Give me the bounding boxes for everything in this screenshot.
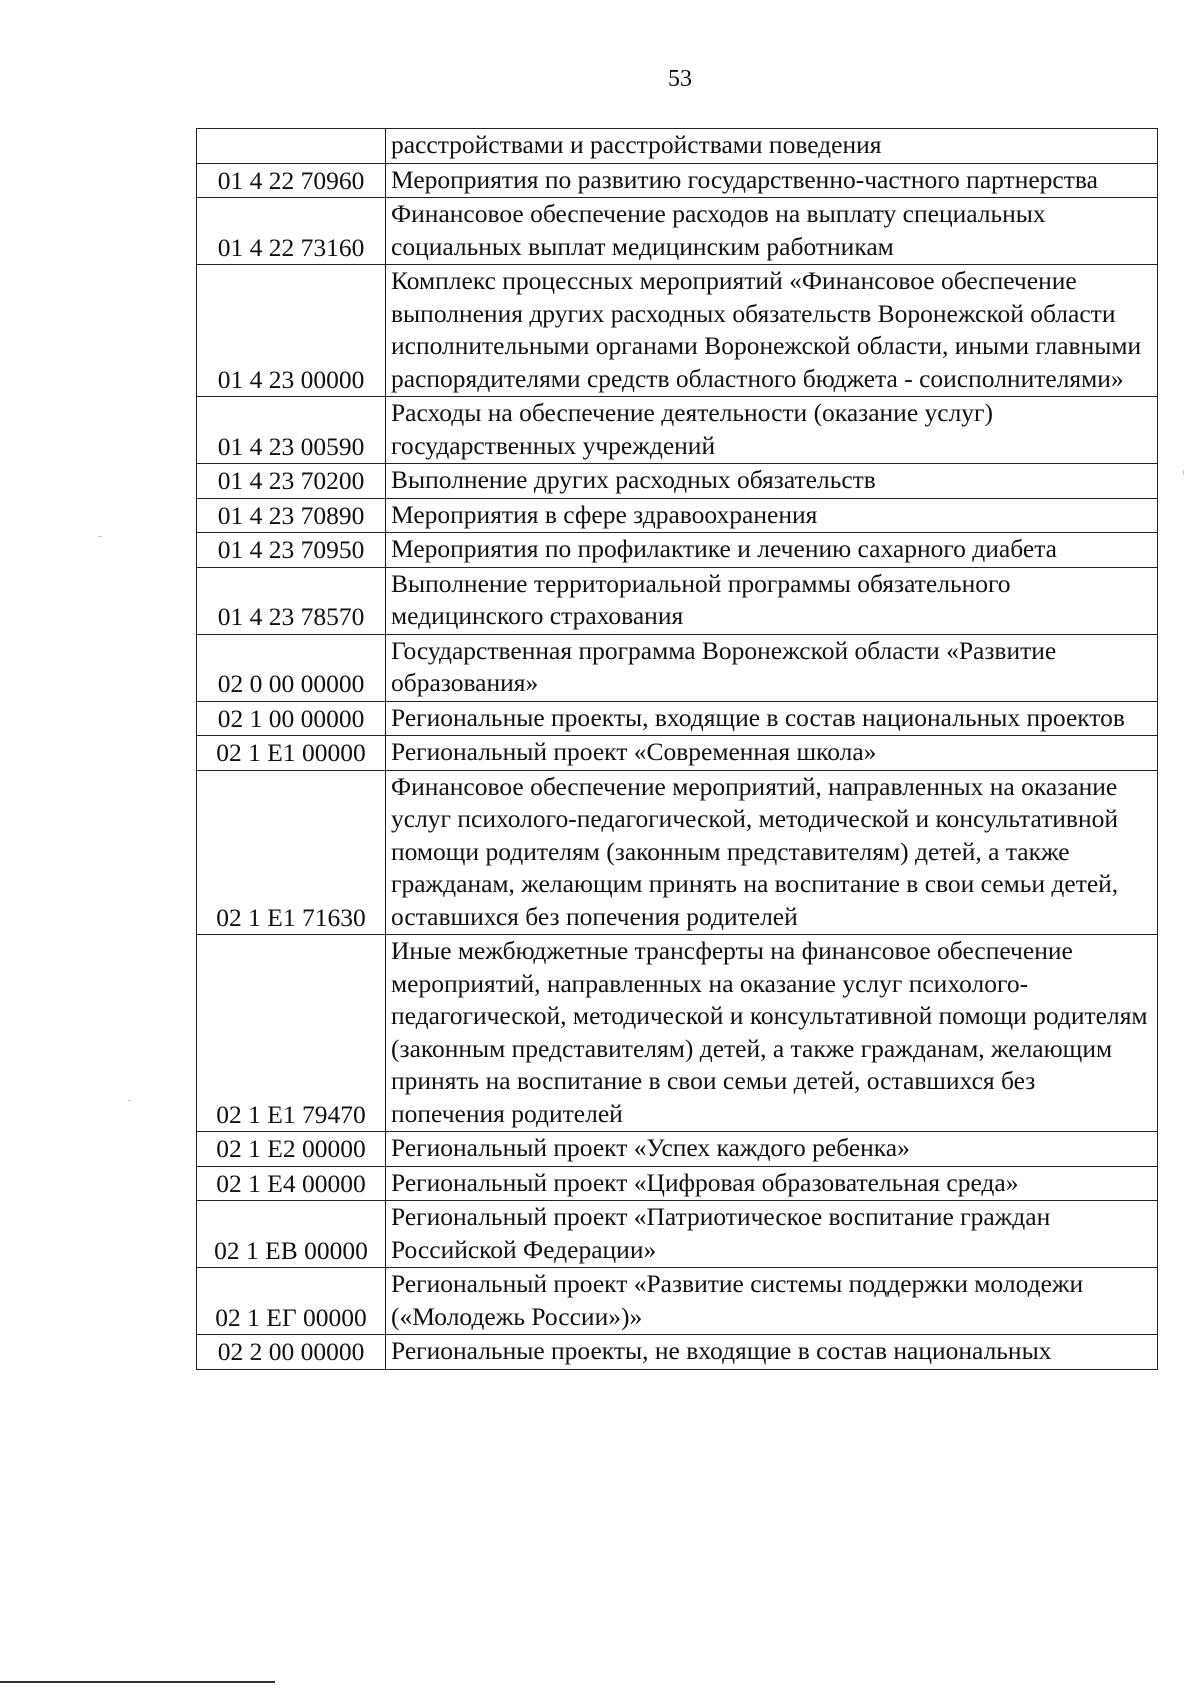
row-code: 01 4 23 00590: [197, 397, 386, 464]
row-description: Региональный проект «Патриотическое воспитание граждан Российской Федерации»: [386, 1201, 1158, 1268]
row-description: Государственная программа Воронежской области «Развитие образования»: [386, 634, 1158, 701]
table-row: [197, 1166, 1158, 1201]
row-code: 02 1 EB 00000: [197, 1201, 386, 1268]
scan-mark: [1183, 470, 1184, 475]
scan-mark: [98, 536, 102, 537]
table-row: [197, 498, 1158, 533]
row-description: Региональный проект «Успех каждого ребенка»: [386, 1132, 1158, 1167]
table-row: [197, 935, 1158, 1132]
table-row: [197, 533, 1158, 568]
row-description: Региональный проект «Современная школа»: [386, 736, 1158, 771]
row-description: Региональный проект «Развитие системы поддержки молодежи («Молодежь России»)»: [386, 1268, 1158, 1335]
table-row: [197, 1335, 1158, 1370]
table-row: [197, 634, 1158, 701]
row-description: Комплекс процессных мероприятий «Финансовое обеспечение выполнения других расходных обязательств Воронежской области исполнительными органами Воронежской области, иными главными распорядителями средств областного бюджета - соисполнителями»: [386, 265, 1158, 397]
row-description: Мероприятия по профилактике и лечению сахарного диабета: [386, 533, 1158, 568]
row-code: 02 1 E1 71630: [197, 770, 386, 935]
budget-classification-table: [196, 128, 1158, 1370]
row-code: 02 1 E1 79470: [197, 935, 386, 1132]
row-code: 01 4 22 73160: [197, 198, 386, 265]
page-number: 53: [668, 66, 692, 92]
table-row: [197, 265, 1158, 397]
row-description: Мероприятия в сфере здравоохранения: [386, 498, 1158, 533]
row-description: Финансовое обеспечение мероприятий, направленных на оказание услуг психолого-педагогической, методической и консультативной помощи родителям (законным представителям) детей, а также гражданам, желающим принять на воспитание в свои семьи детей, оставшихся без попечения родителей: [386, 770, 1158, 935]
row-code: 01 4 23 78570: [197, 567, 386, 634]
table-row: [197, 397, 1158, 464]
table-row: [197, 129, 1158, 164]
scan-mark: [128, 1100, 131, 1101]
row-code: 02 2 00 00000: [197, 1335, 386, 1370]
row-code: 02 1 EГ 00000: [197, 1268, 386, 1335]
row-code: 02 1 00 00000: [197, 701, 386, 736]
table-row: [197, 1201, 1158, 1268]
row-description: Расходы на обеспечение деятельности (оказание услуг) государственных учреждений: [386, 397, 1158, 464]
table-row: [197, 701, 1158, 736]
row-code: 01 4 22 70960: [197, 163, 386, 198]
row-description: Региональные проекты, не входящие в состав национальных: [386, 1335, 1158, 1370]
row-description: расстройствами и расстройствами поведения: [386, 129, 1158, 164]
table-row: [197, 1268, 1158, 1335]
row-description: Иные межбюджетные трансферты на финансовое обеспечение мероприятий, направленных на оказание услуг психолого-педагогической, методической и консультативной помощи родителям (законным представителям) детей, а также гражданам, желающим принять на воспитание в свои семьи детей, оставшихся без попечения родителей: [386, 935, 1158, 1132]
row-code: 02 1 E4 00000: [197, 1166, 386, 1201]
row-code: 02 0 00 00000: [197, 634, 386, 701]
table-row: [197, 163, 1158, 198]
table-row: [197, 567, 1158, 634]
table-row: [197, 198, 1158, 265]
row-code: 01 4 23 70200: [197, 464, 386, 499]
table-row: [197, 464, 1158, 499]
row-description: Мероприятия по развитию государственно-частного партнерства: [386, 163, 1158, 198]
row-description: Выполнение территориальной программы обязательного медицинского страхования: [386, 567, 1158, 634]
row-code: 01 4 23 00000: [197, 265, 386, 397]
row-description: Выполнение других расходных обязательств: [386, 464, 1158, 499]
row-code: 02 1 E1 00000: [197, 736, 386, 771]
table-row: [197, 736, 1158, 771]
row-code: 01 4 23 70950: [197, 533, 386, 568]
table-row: [197, 1132, 1158, 1167]
row-description: Региональный проект «Цифровая образовательная среда»: [386, 1166, 1158, 1201]
footer-rule: [0, 1681, 275, 1683]
row-code: [197, 129, 386, 164]
row-code: 01 4 23 70890: [197, 498, 386, 533]
row-description: Региональные проекты, входящие в состав национальных проектов: [386, 701, 1158, 736]
row-code: 02 1 E2 00000: [197, 1132, 386, 1167]
row-description: Финансовое обеспечение расходов на выплату специальных социальных выплат медицинским работникам: [386, 198, 1158, 265]
table-row: [197, 770, 1158, 935]
